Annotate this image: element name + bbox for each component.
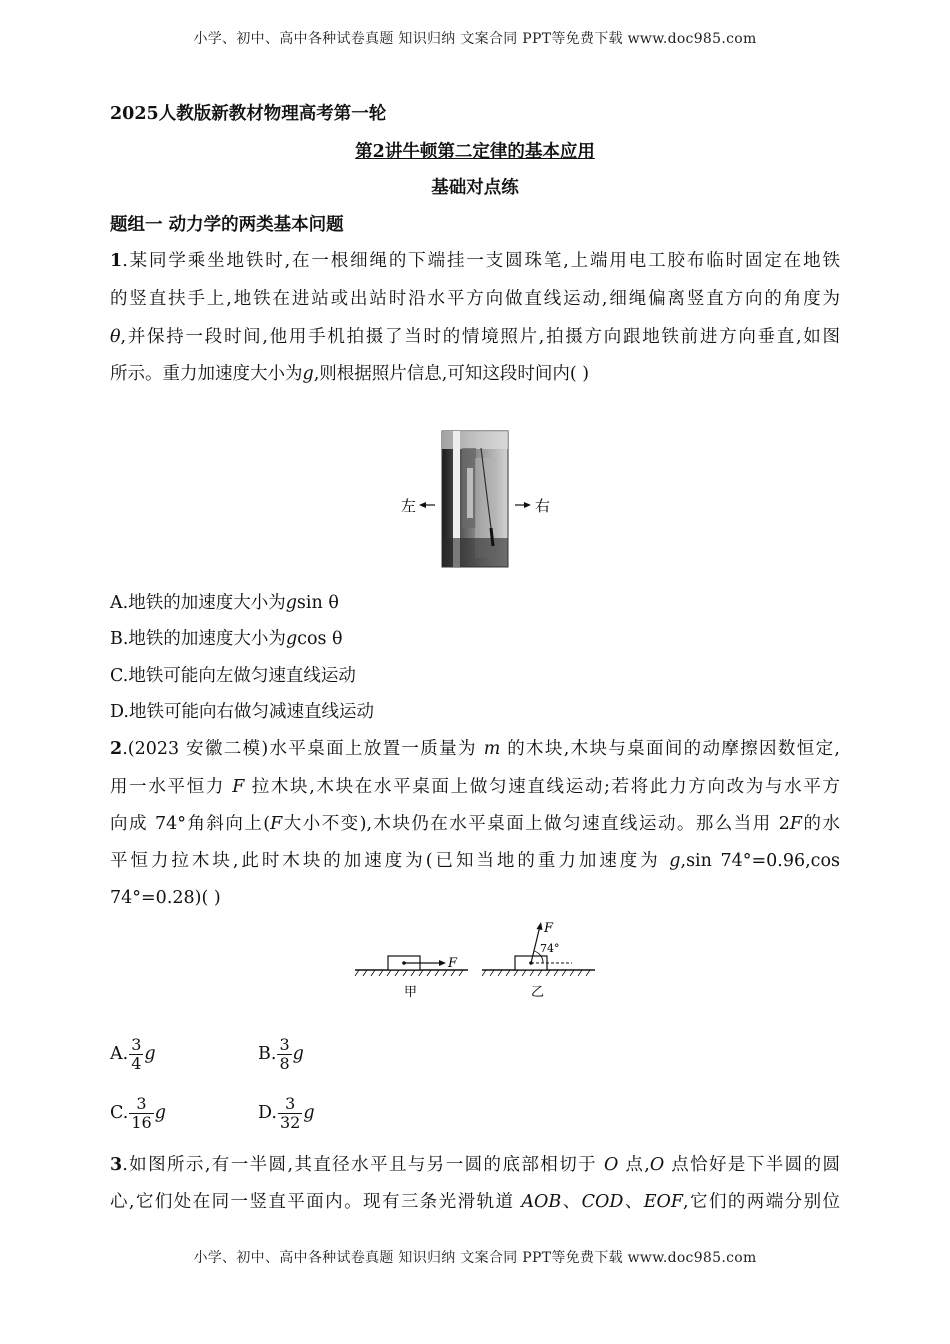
fraction: $\frac{3}{4}$ [131, 1035, 142, 1073]
q1-option-a: A.地铁的加速度大小为gsin θ [110, 593, 339, 613]
q2-option-d: D. $\frac{3}{32}$ g [258, 1094, 315, 1132]
q1-number: 1 [110, 251, 123, 271]
q2-line5: 74°=0.28)( ) [110, 888, 221, 908]
q2-option-a: A. $\frac{3}{4}$ g [110, 1035, 156, 1073]
q2-line2: 用一水平恒力 F 拉木块,木块在水平桌面上做匀速直线运动;若将此力方向改为与水平方 [110, 777, 841, 797]
q3-line2: 心,它们处在同一竖直平面内。现有三条光滑轨道 AOB、COD、EOF,它们的两端分别位 [110, 1192, 841, 1212]
q2-number: 2 [110, 739, 123, 759]
q1-line3: θ,并保持一段时间,他用手机拍摄了当时的情境照片,拍摄方向跟地铁前进方向垂直,如图 [110, 327, 840, 347]
page-header: 小学、初中、高中各种试卷真题 知识归纳 文案合同 PPT等免费下载 www.doc985.com [193, 31, 757, 47]
left-label: 左 [401, 497, 417, 515]
fraction: $\frac{3}{8}$ [279, 1035, 290, 1073]
q2-option-c: C. $\frac{3}{16}$ g [110, 1094, 166, 1132]
q3-number: 3 [110, 1155, 123, 1175]
q1-line1: 1.某同学乘坐地铁时,在一根细绳的下端挂一支圆珠笔,上端用电工胶布临时固定在地铁 [110, 251, 840, 271]
q1-line2: 的竖直扶手上,地铁在进站或出站时沿水平方向做直线运动,细绳偏离竖直方向的角度为 [110, 289, 840, 309]
page-footer: 小学、初中、高中各种试卷真题 知识归纳 文案合同 PPT等免费下载 www.doc985.com [193, 1250, 757, 1266]
fraction: $\frac{3}{16}$ [131, 1094, 152, 1132]
q1-option-b: B.地铁的加速度大小为gcos θ [110, 629, 343, 649]
caption-yi: 乙 [531, 985, 545, 1000]
q2-line3: 向成 74°角斜向上(F大小不变),木块仍在水平桌面上做匀速直线运动。那么当用 2F的水 [110, 814, 840, 834]
fraction: $\frac{3}{32}$ [279, 1094, 301, 1132]
right-label: 右 [535, 497, 551, 515]
force-label-yi: F [544, 921, 554, 936]
q1-option-c: C.地铁可能向左做匀速直线运动 [110, 666, 356, 686]
series-title: 2025人教版新教材物理高考第一轮 [110, 104, 387, 124]
q2-line4: 平恒力拉木块,此时木块的加速度为(已知当地的重力加速度为 g,sin 74°=0.96,cos [110, 851, 840, 871]
q3-line1: 3.如图所示,有一半圆,其直径水平且与另一圆的底部相切于 O 点,O 点恰好是下半圆的圆 [110, 1155, 840, 1175]
group-heading: 题组一 动力学的两类基本问题 [110, 215, 344, 235]
angle-label: 74° [540, 942, 560, 955]
caption-jia: 甲 [404, 985, 418, 1000]
pen [491, 528, 493, 546]
q2-line1: 2.(2023 安徽二模)水平桌面上放置一质量为 m 的木块,木块与桌面间的动摩擦因数恒定, [110, 739, 840, 759]
q2-figure [350, 916, 600, 1002]
force-label-jia: F [448, 956, 458, 971]
q1-option-d: D.地铁可能向右做匀减速直线运动 [110, 702, 374, 722]
q1-figure [395, 428, 555, 570]
lecture-title: 第2讲牛顿第二定律的基本应用 [355, 142, 595, 162]
q2-option-b: B. $\frac{3}{8}$ g [258, 1035, 304, 1073]
section-title: 基础对点练 [431, 178, 519, 198]
q1-line4: 所示。重力加速度大小为g,则根据照片信息,可知这段时间内( ) [110, 364, 590, 384]
